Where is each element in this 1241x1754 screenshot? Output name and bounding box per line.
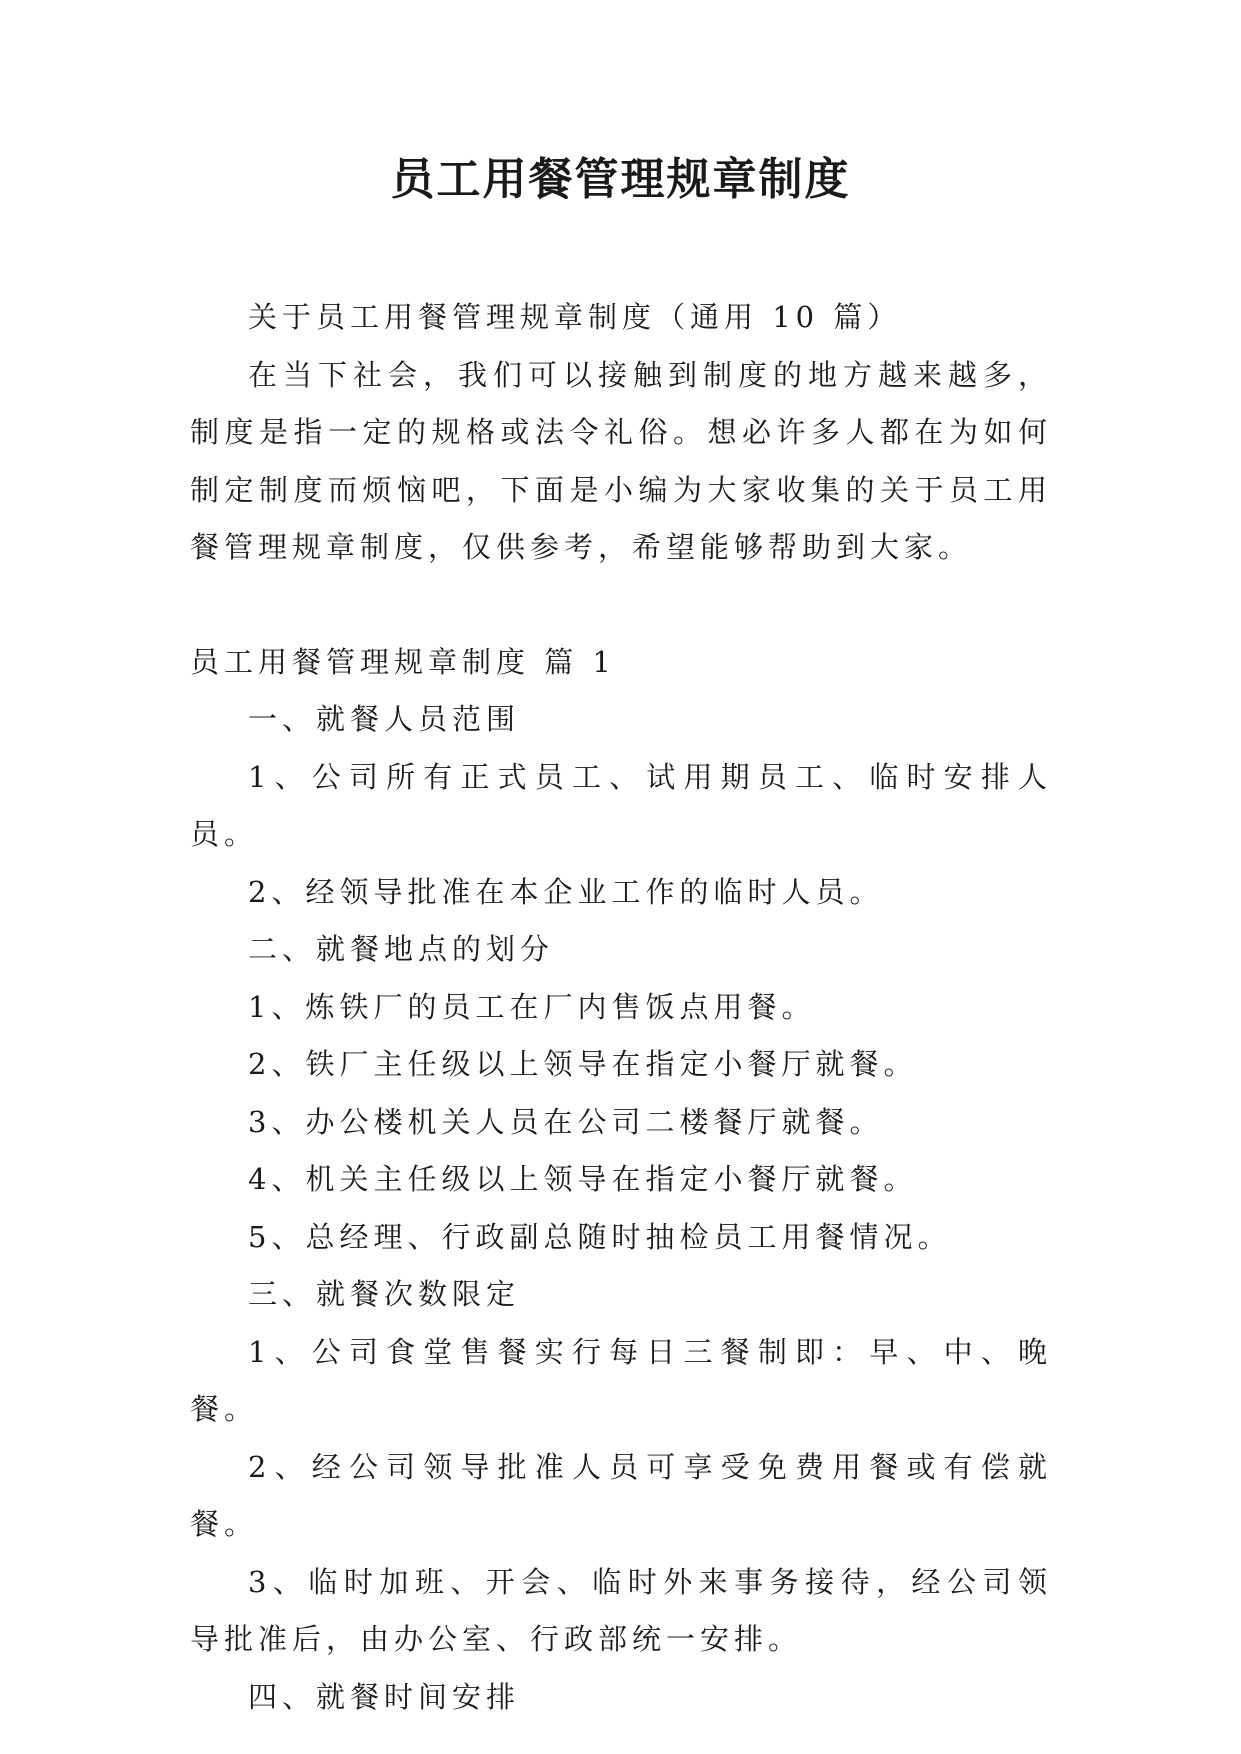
paragraph-spacer [190,577,1052,634]
list-item: 2、经领导批准在本企业工作的临时人员。 [248,874,884,909]
section-heading-2: 二、就餐地点的划分 [248,932,555,966]
list-item: 3、临时加班、开会、临时外来事务接待，经公司领导批准后，由办公室、行政部统一安排。 [190,1564,1052,1656]
list-item: 1、公司食堂售餐实行每日三餐制即：早、中、晚餐。 [190,1334,1052,1426]
list-item: 4、机关主任级以上领导在指定小餐厅就餐。 [248,1162,918,1196]
intro-paragraph: 在当下社会，我们可以接触到制度的地方越来越多，制度是指一定的规格或法令礼俗。想必许多人都在为如何制定制度而烦恼吧，下面是小编为大家收集的关于员工用餐管理规章制度，仅供参考，希望能够帮助到大家。 [190,357,1052,564]
list-item: 1、公司所有正式员工、试用期员工、临时安排人员。 [190,759,1052,851]
document-subtitle: 关于员工用餐管理规章制度（通用 10 篇） [248,300,902,334]
list-item: 3、办公楼机关人员在公司二楼餐厅就餐。 [248,1104,884,1139]
section-heading-1: 一、就餐人员范围 [248,702,521,736]
section-heading: 员工用餐管理规章制度 篇 1 [190,644,616,679]
document-title: 员工用餐管理规章制度 [390,154,851,205]
list-item: 2、经公司领导批准人员可享受免费用餐或有偿就餐。 [190,1449,1052,1541]
document-body [190,289,1052,1726]
list-item: 2、铁厂主任级以上领导在指定小餐厅就餐。 [248,1047,918,1081]
list-item: 1、炼铁厂的员工在厂内售饭点用餐。 [248,989,816,1024]
section-heading-4: 四、就餐时间安排 [248,1679,521,1714]
section-heading-3: 三、就餐次数限定 [248,1277,521,1311]
list-item: 5、总经理、行政副总随时抽检员工用餐情况。 [248,1219,952,1254]
